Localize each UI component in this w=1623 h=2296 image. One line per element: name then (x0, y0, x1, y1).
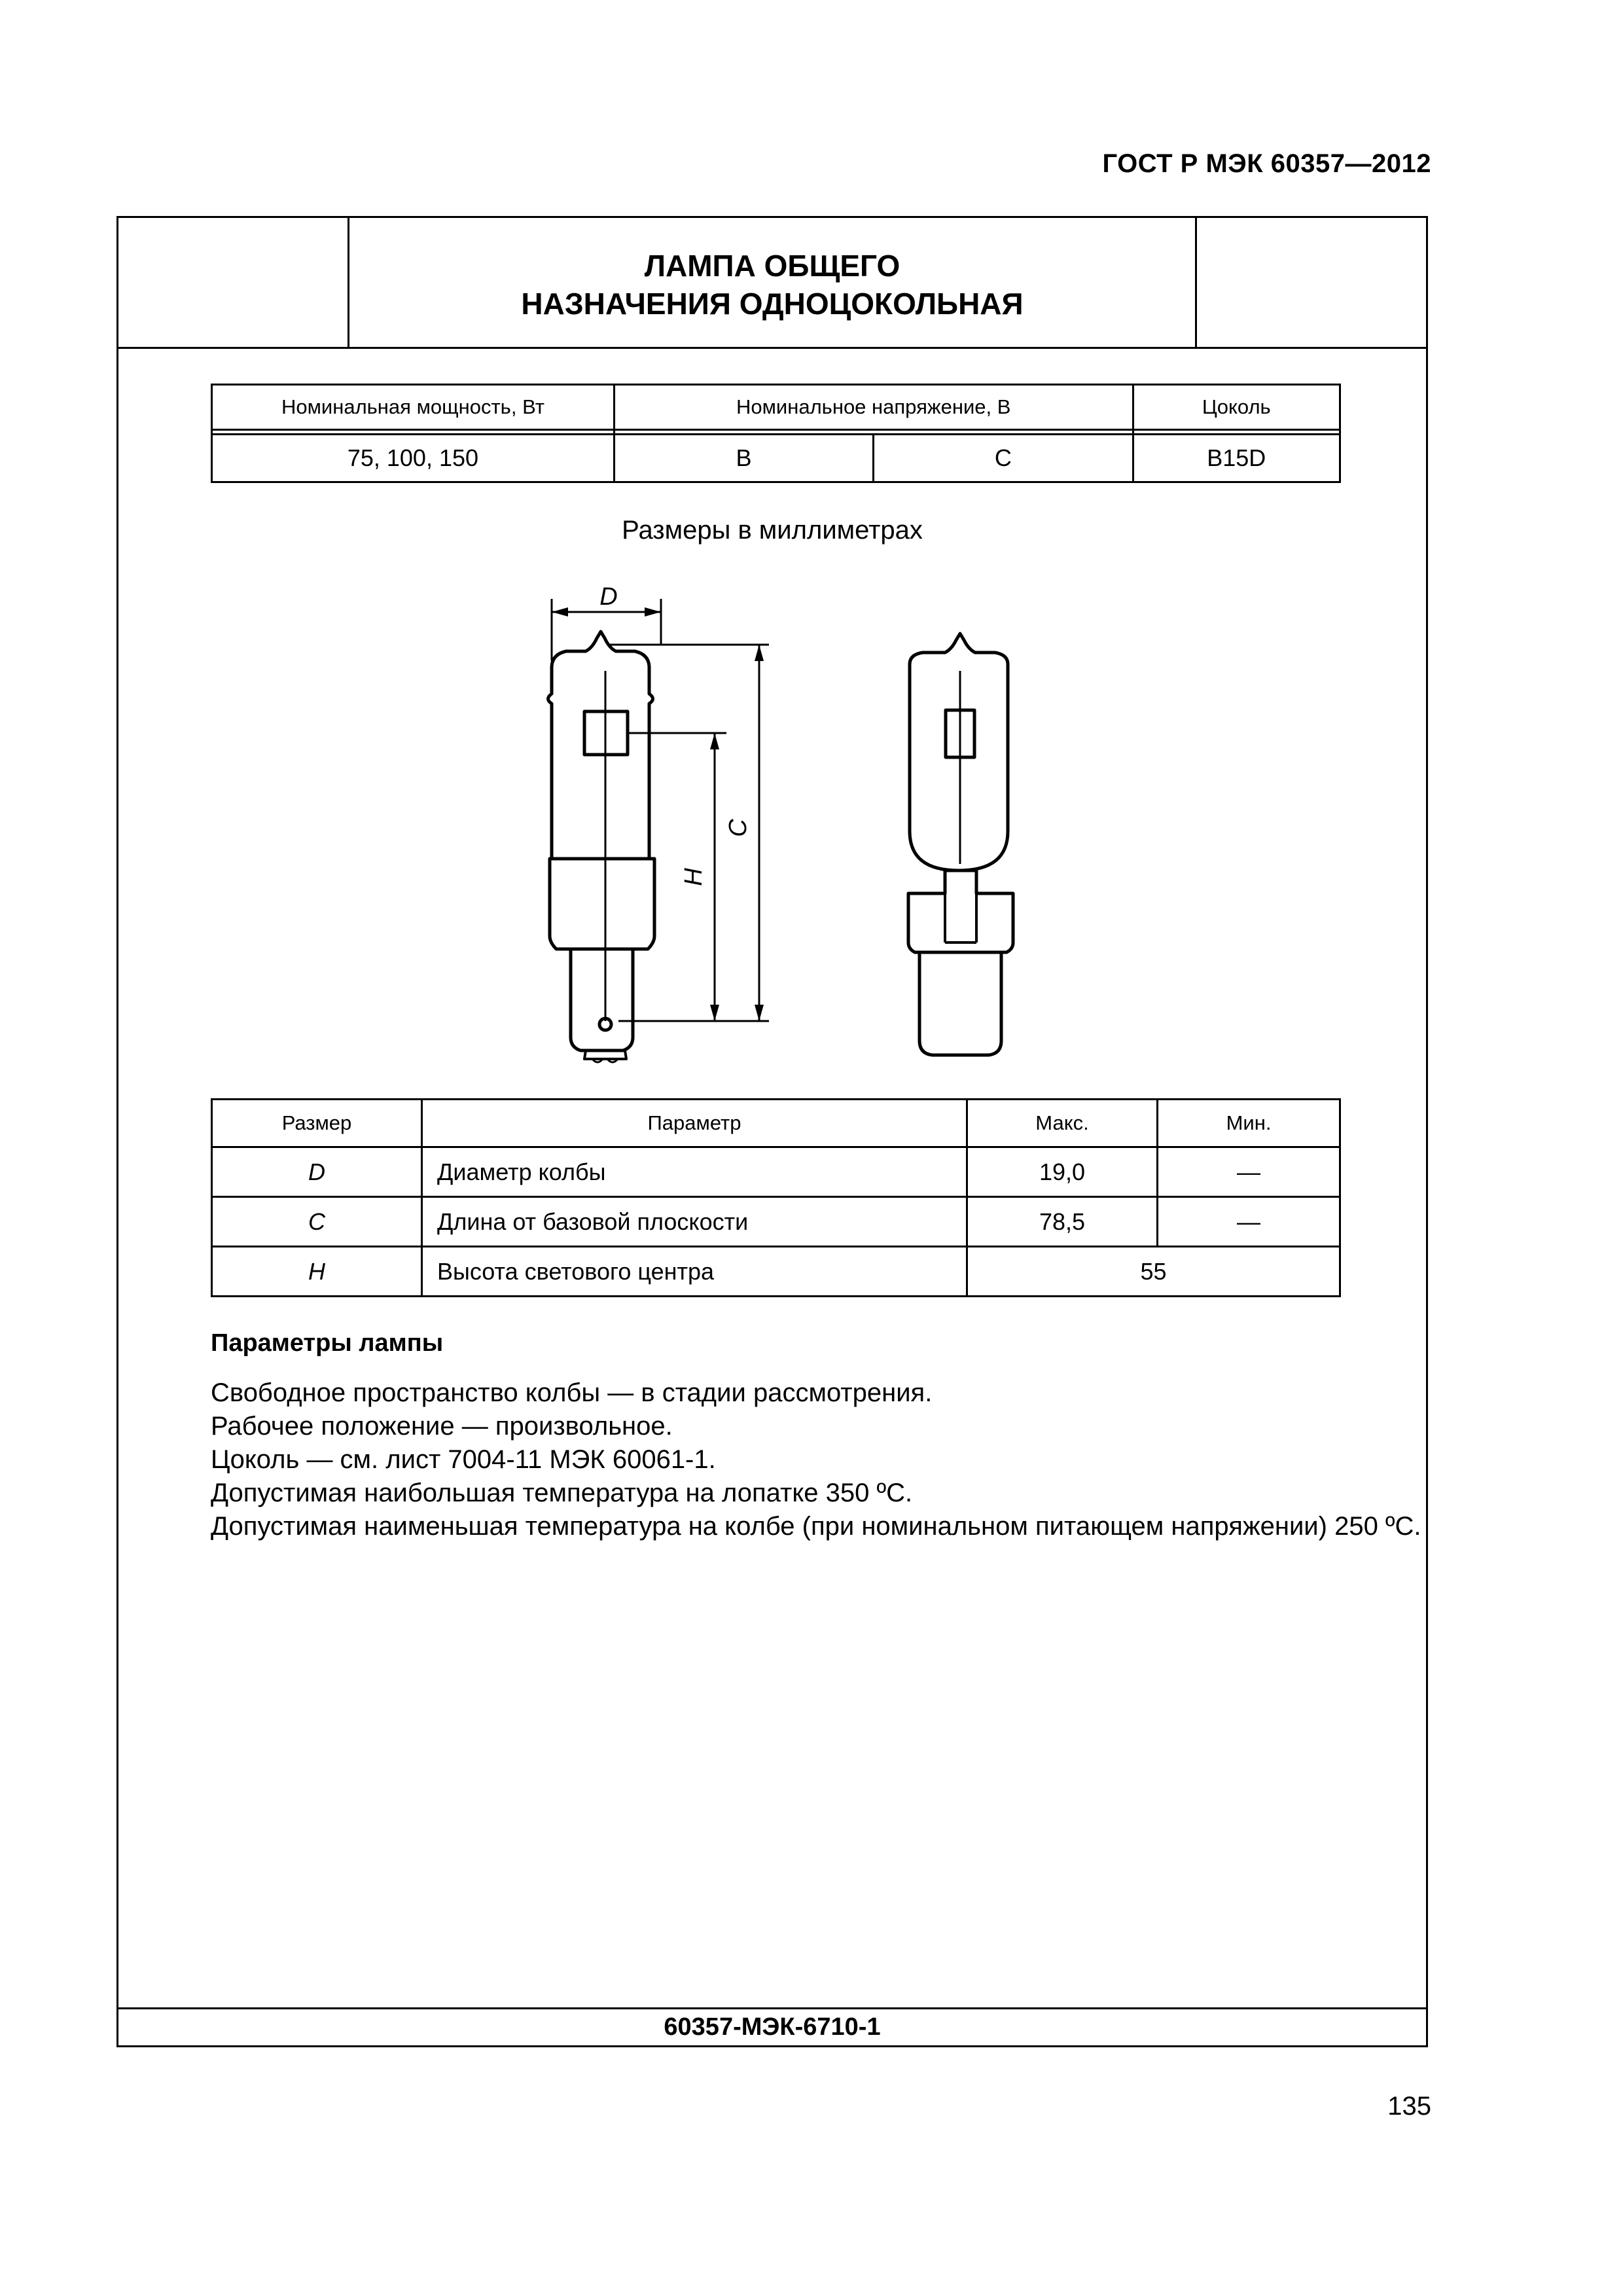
title-cell-right (1195, 218, 1426, 347)
dim-c-label: C (724, 819, 752, 837)
header-dimension: Размер (212, 1100, 422, 1147)
params-line: Свободное пространство колбы — в стадии рассмотрения. (211, 1378, 933, 1407)
params-line: Допустимая наименьшая температура на колбе (при номинальном питающем напряжении) 250 ºС. (211, 1512, 1421, 1541)
dim-h-arrow-bottom (710, 1005, 719, 1021)
header-base: Цоколь (1133, 385, 1340, 430)
standard-header: ГОСТ Р МЭК 60357—2012 (1102, 149, 1431, 178)
base-collar (550, 859, 654, 949)
params-line: Рабочее положение — произвольное. (211, 1412, 673, 1441)
dimensions-table (211, 1098, 1341, 1297)
sheet-code: 60357-МЭК-6710-1 (118, 2007, 1426, 2045)
params-title: Параметры лампы (211, 1329, 444, 1357)
dim-min: — (1158, 1147, 1340, 1197)
dim-symbol: D (212, 1147, 422, 1197)
dim-c-arrow-bottom (755, 1005, 764, 1021)
title-row (118, 218, 1426, 349)
lamp-side-view (908, 634, 1013, 1055)
cell-voltage-b: B (614, 435, 873, 482)
cell-base: B15D (1133, 435, 1340, 482)
side-bulb-outline (910, 634, 1008, 870)
header-power: Номинальная мощность, Вт (212, 385, 615, 430)
dim-d-arrow-right (645, 607, 661, 617)
side-base-cylinder (919, 952, 1001, 1055)
base-cylinder (571, 949, 633, 1050)
dim-min: — (1158, 1197, 1340, 1247)
header-min: Мин. (1158, 1100, 1340, 1147)
dim-d-label: D (599, 583, 618, 611)
table-row (212, 1197, 1340, 1247)
dim-symbol: C (212, 1197, 422, 1247)
dim-parameter: Диаметр колбы (422, 1147, 967, 1197)
title-cell-left (118, 218, 349, 347)
dimensions-caption: Размеры в миллиметрах (622, 516, 923, 545)
dim-c-arrow-top (755, 645, 764, 661)
params-text (211, 1376, 1421, 1543)
header-parameter: Параметр (422, 1100, 967, 1147)
dim-max: 19,0 (967, 1147, 1158, 1197)
title-line-1: ЛАМПА ОБЩЕГО (644, 249, 901, 283)
cell-voltage-c: C (874, 435, 1133, 482)
dim-max: 78,5 (967, 1197, 1158, 1247)
lamp-drawing (399, 344, 1054, 1073)
dim-parameter: Длина от базовой плоскости (422, 1197, 967, 1247)
table-row (212, 1247, 1340, 1297)
table-row (212, 1147, 1340, 1197)
page-number: 135 (1387, 2092, 1431, 2121)
lamp-front-view (548, 583, 770, 1062)
header-voltage: Номинальное напряжение, В (614, 385, 1133, 430)
dim-h-label: H (680, 868, 707, 886)
dim-parameter: Высота светового центра (422, 1247, 967, 1297)
cell-power: 75, 100, 150 (212, 435, 615, 482)
dim-symbol: H (212, 1247, 422, 1297)
sheet-title (349, 247, 1195, 323)
side-base-collar (908, 870, 1013, 952)
bulb-outline (548, 632, 653, 859)
dim-d-arrow-left (552, 607, 568, 617)
params-line: Цоколь — см. лист 7004-11 МЭК 60061-1. (211, 1445, 716, 1474)
params-line: Допустимая наибольшая температура на лопатке 350 ºС. (211, 1479, 913, 1507)
title-line-2: НАЗНАЧЕНИЯ ОДНОЦОКОЛЬНАЯ (521, 287, 1024, 321)
dim-value: 55 (967, 1247, 1340, 1297)
header-max: Макс. (967, 1100, 1158, 1147)
dim-h-arrow-top (710, 733, 719, 749)
